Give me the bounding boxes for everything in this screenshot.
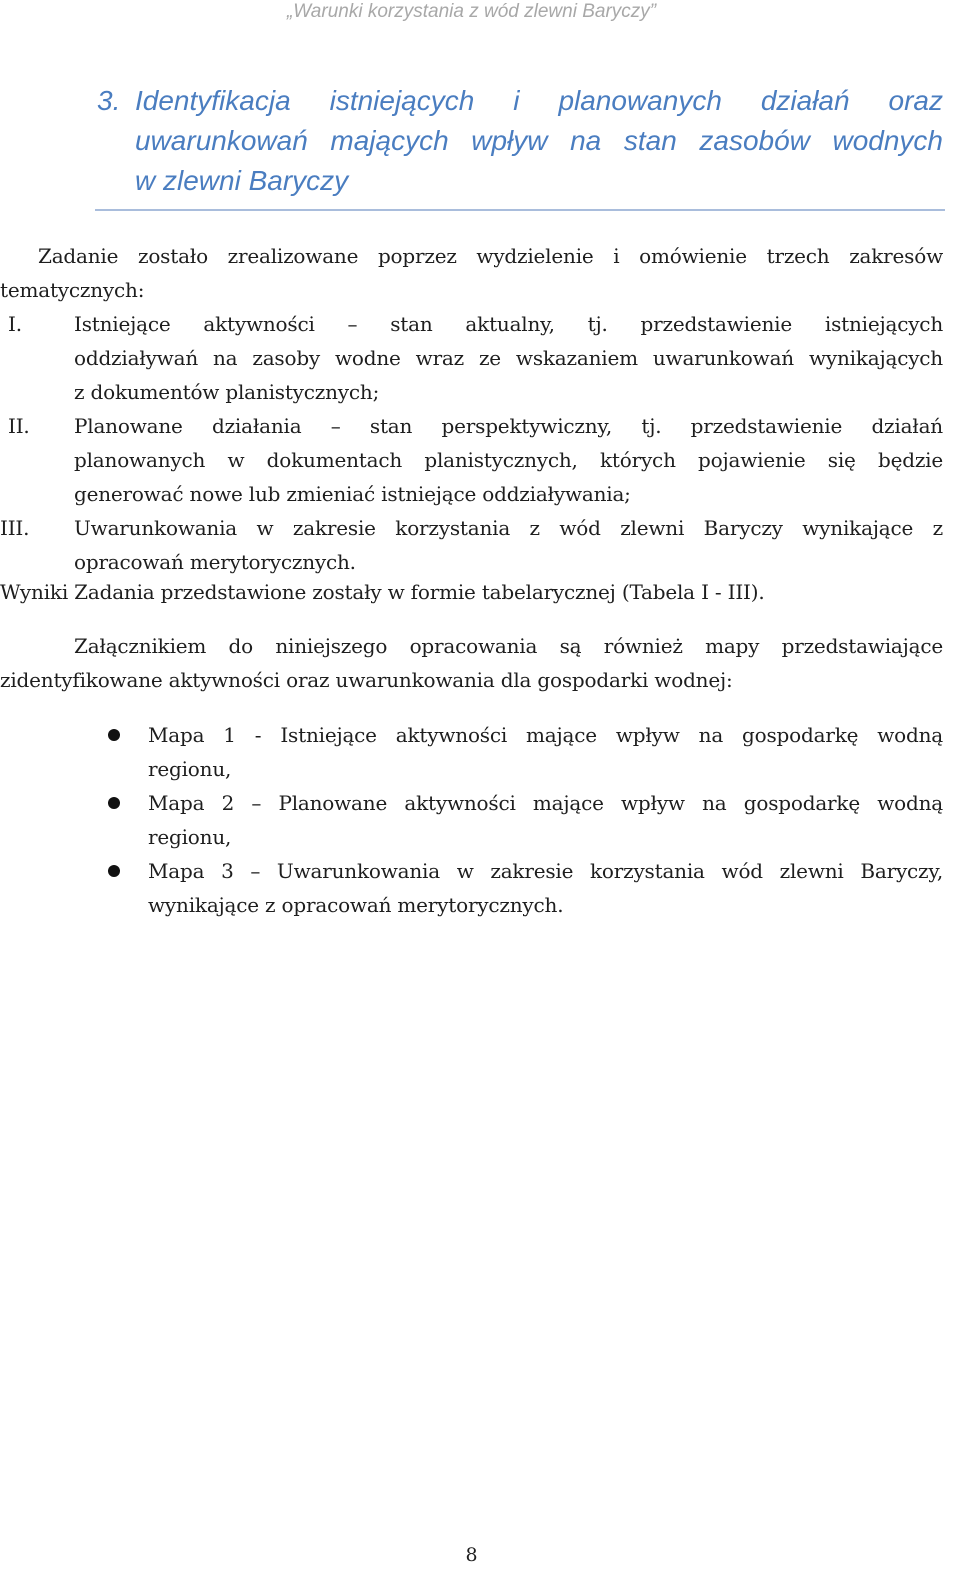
roman-item-line: Planowane działania – stan perspektywiczny, tj. przedstawienie działań [74,414,943,438]
running-header: „Warunki korzystania z wód zlewni Baryczy” [286,1,657,22]
page-number: 8 [465,1544,478,1566]
roman-list-item [0,307,943,409]
section-title [97,81,943,201]
roman-item-line: Istniejące aktywności – stan aktualny, tj. przedstawienie istniejących [74,312,943,336]
roman-marker: I. [8,312,22,336]
section-title-line-1 [97,81,943,121]
attachments-line: zidentyfikowane aktywności oraz uwarunkowania dla gospodarki wodnej: [0,668,733,692]
attachments-line: Załącznikiem do niniejszego opracowania są również mapy przedstawiające [74,634,943,658]
map-item-line: Mapa 2 – Planowane aktywności mające wpływ na gospodarkę wodną [148,791,943,815]
map-list-item [0,786,943,854]
map-item-line: Mapa 3 – Uwarunkowania w zakresie korzystania wód zlewni Baryczy, [148,859,943,883]
roman-item-line: Uwarunkowania w zakresie korzystania z wód zlewni Baryczy wynikające z [74,516,943,540]
roman-marker: III. [0,516,30,540]
section-title-text-1: Identyfikacja istniejących i planowanych działań oraz [135,85,943,116]
results-paragraph [0,575,943,609]
roman-item-line: generować nowe lub zmieniać istniejące oddziaływania; [74,482,631,506]
map-item-line: Mapa 1 - Istniejące aktywności mające wpływ na gospodarkę wodną [148,723,943,747]
results-line: Wyniki Zadania przedstawione zostały w formie tabelarycznej (Tabela I - III). [0,580,765,604]
map-item-content [148,854,943,922]
roman-item-content [74,511,943,579]
title-underline-rule [95,209,945,211]
roman-list-item [0,409,943,511]
bullet-icon [108,865,120,877]
map-list-item [0,718,943,786]
roman-item-line: oddziaływań na zasoby wodne wraz ze wskazaniem uwarunkowań wynikających [74,346,943,370]
attachments-paragraph [0,629,943,697]
map-item-content [148,718,943,786]
roman-item-line: z dokumentów planistycznych; [74,380,380,404]
map-item-line: wynikające z opracowań merytorycznych. [148,893,564,917]
map-item-content [148,786,943,854]
intro-paragraph [0,239,943,307]
map-list [0,718,943,922]
map-list-item [0,854,943,922]
roman-marker: II. [8,414,30,438]
roman-item-content [74,307,943,409]
bullet-icon [108,729,120,741]
section-title-line-2: uwarunkowań mających wpływ na stan zasobów wodnych [135,125,943,156]
roman-item-content [74,409,943,511]
roman-item-line: planowanych w dokumentach planistycznych, których pojawienie się będzie [74,448,943,472]
roman-list [0,307,943,579]
map-item-line: regionu, [148,757,232,781]
bullet-icon [108,797,120,809]
roman-item-line: opracowań merytorycznych. [74,550,356,574]
intro-line: tematycznych: [0,278,145,302]
section-title-line-3: w zlewni Baryczy [135,165,349,196]
roman-list-item [0,511,943,579]
section-number: 3. [97,85,121,116]
map-item-line: regionu, [148,825,232,849]
intro-line: Zadanie zostało zrealizowane poprzez wydzielenie i omówienie trzech zakresów [38,244,943,268]
